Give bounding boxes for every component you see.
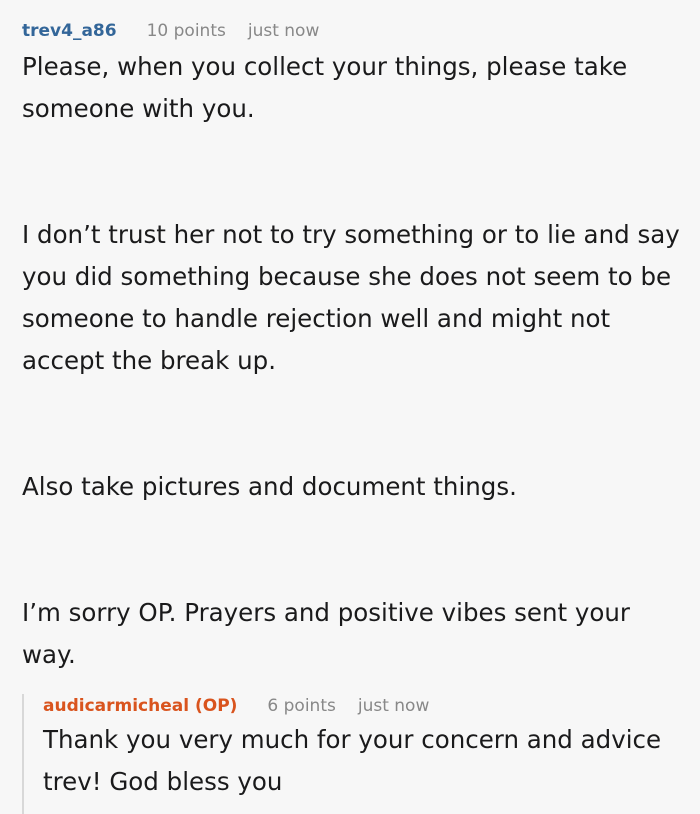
- reply-meta: [43, 694, 700, 718]
- reply-timestamp: just now: [357, 696, 430, 716]
- comment-paragraph: I’m sorry OP. Prayers and positive vibes sent your way.: [22, 598, 630, 669]
- comment-author-link[interactable]: trev4_a86: [22, 21, 117, 41]
- comment-points: 10 points: [146, 21, 226, 41]
- comment-timestamp: just now: [247, 21, 320, 41]
- reply-body: [43, 719, 700, 803]
- comment-paragraph: Please, when you collect your things, please take someone with you.: [22, 52, 628, 123]
- comment-meta: [22, 18, 682, 44]
- comment-paragraph: I don’t trust her not to try something or to lie and say you did something because she does not seem to be someone to handle rejection well and might not accept the break up.: [22, 220, 680, 375]
- comment-body: [22, 46, 682, 676]
- comment-paragraph: Also take pictures and document things.: [22, 472, 517, 501]
- reply-comment: [22, 694, 700, 814]
- comment: [22, 18, 682, 676]
- reply-text: Thank you very much for your concern and advice trev! God bless you: [43, 725, 662, 796]
- reply-points: 6 points: [267, 696, 336, 716]
- reply-author-link[interactable]: audicarmicheal (OP): [43, 696, 238, 716]
